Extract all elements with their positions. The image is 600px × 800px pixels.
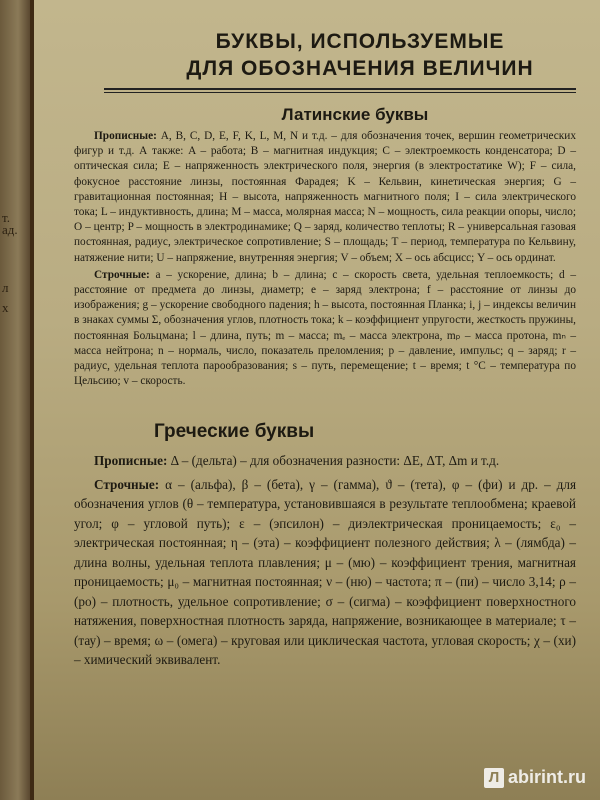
latin-lowercase-label: Строчные: — [94, 268, 150, 281]
book-page — [34, 0, 600, 800]
latin-section-title: Латинские буквы — [281, 105, 429, 124]
left-page-edge — [0, 0, 30, 800]
page-title-line-1: БУКВЫ, ИСПОЛЬЗУЕМЫЕ — [215, 30, 505, 53]
greek-uppercase-text: Δ – (дельта) – для обозначения разности: ΔE, ΔT, Δm и т.д. — [170, 453, 500, 469]
title-underline — [104, 88, 576, 93]
latin-lowercase-text: a – ускорение, длина; b – длина; c – скорость света, удельная теплоемкость; d – расстояние от предмета до линзы, диаметр; e – заряд электрона; f – расстояние от линзы до изображения; g – ускорение свободного падения; h – высота, постоянная Планка; i, j – индексы величин в знаках суммы Σ, обозначения углов, плотность тока; k – коэффициент упругости, жесткость пружины, постоянная Больцмана; l – длина, путь; m – масса; mₑ – масса электрона, mₚ – масса протона, mₙ – масса нейтрона; n – нормаль, число, показатель преломления; p – давление, импульс; q – заряд; r – радиус, удельная теплота парообразования; s – путь, перемещение; t – время; t °С – температура по Цельсию; v – скорость. — [74, 268, 576, 388]
left-page-fragment: х — [2, 300, 9, 315]
latin-uppercase-label: Прописные: — [94, 130, 157, 142]
greek-uppercase-paragraph — [74, 451, 576, 471]
labirint-watermark — [484, 767, 586, 788]
greek-lowercase-label: Строчные: — [94, 476, 160, 492]
latin-lowercase-paragraph — [74, 268, 576, 390]
left-page-fragment: т. — [2, 210, 10, 225]
greek-uppercase-label: Прописные: — [94, 453, 168, 469]
greek-lowercase-text: α – (альфа), β – (бета), γ – (гамма), ϑ – (тета), φ – (фи) и др. – для обозначения углов (θ – температура, установившаяся в результате теплообмена; краевой угол; φ – угловой путь); ε – (эпсилон) – диэлектрическая проницаемость; ε₀ – электрическая постоянная; η – (эта) – коэффициент полезного действия; λ – (лямбда) – длина волны, удельная теплота плавления; μ – (мю) – коэффициент трения, магнитная проницаемость; μ₀ – магнитная постоянная; ν – (ню) – частота; π – (пи) – число 3,14; ρ – (ро) – плотность, удельное сопротивление; σ – (сигма) – коэффициент поверхностного натяжения, поверхностная плотность заряда, напряжение, возникающее в материале; τ – (тау) – время; ω – (омега) – круговая или циклическая частота, угловая скорость; χ – (хи) – химический эквивалент. — [74, 476, 577, 668]
left-page-fragment: ад. — [2, 222, 18, 237]
page-title-line-2: ДЛЯ ОБОЗНАЧЕНИЯ ВЕЛИЧИН — [186, 57, 534, 80]
watermark-text: abirint.ru — [507, 767, 586, 787]
greek-section-title: Греческие буквы — [154, 421, 315, 443]
page-title — [144, 28, 576, 82]
labirint-logo-icon: Л — [484, 768, 504, 788]
left-page-fragment: л — [2, 280, 9, 295]
latin-uppercase-text: A, B, C, D, E, F, K, L, M, N и т.д. – для обозначения точек, вершин геометрических фигур и т.д. А также: A – работа; B – магнитная индукция; C – электроемкость конденсатора; D – оптическая сила; E – напряженность электрического поля, энергия (в электростатике W); F – сила, фокусное расстояние линзы, постоянная Фарадея; K – Кельвин, кинетическая энергия; G – гравитационная постоянная; H – высота, напряженность магнитного поля; I – сила электрического тока; L – индуктивность, длина; M – масса, молярная масса; N – мощность, сила реакции опоры, число; O – центр; P – мощность в электродинамике; Q – заряд, количество теплоты; R – универсальная газовая постоянная, радиус, электрическое сопротивление; S – площадь; T – период, температура по Кельвину, натяжение нити; U – напряжение, внутренняя энергия; V – объем; X – ось абсцисс; Y – ось ординат. — [74, 130, 576, 264]
greek-lowercase-paragraph — [74, 475, 576, 670]
latin-uppercase-paragraph — [74, 129, 576, 266]
